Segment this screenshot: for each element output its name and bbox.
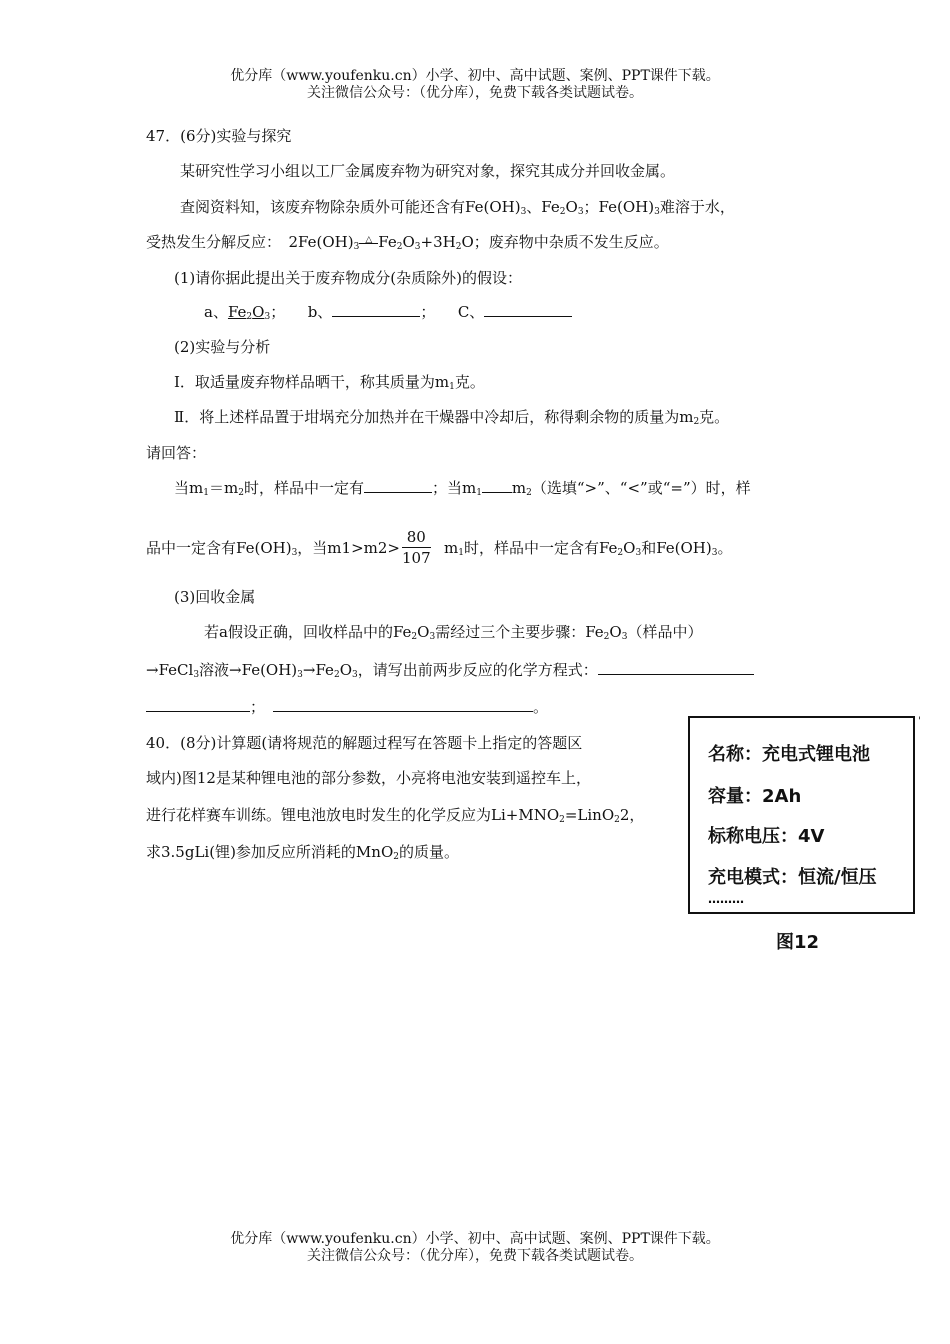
q47-condition-line2: 品中一定含有$Fe(OH)_3$，当$m1>m2> m_1$时，样品中一定含有$Fe_2O_3$和$Fe(OH)_3$。 — [146, 539, 733, 558]
spec-ellipsis: ……… — [708, 892, 744, 906]
q47-part3: (3)回收金属 — [174, 588, 256, 606]
header-line-1: 优分库（www.youfenku.cn）小学、初中、高中试题、案例、PPT课件下载。 — [230, 68, 720, 84]
q47-equations: ； 。 — [146, 697, 548, 717]
fraction-80-over-107 — [402, 528, 431, 567]
page-header — [0, 68, 950, 102]
q40-line1: 40．(8分)计算题(请将规范的解题过程写在答题卡上指定的答题区 — [146, 734, 583, 752]
q47-chain: →FeCl$_3$溶液$\to Fe(OH)_3\to Fe_2O_3$，请写出前两步反应的化学方程式： — [146, 660, 754, 680]
header-line-2: 关注微信公众号：（优分库），免费下载各类试题试卷。 — [307, 85, 643, 101]
hypothesis-b-blank[interactable] — [332, 302, 420, 317]
spec-name: 名称：充电式锂电池 — [708, 744, 870, 765]
spec-capacity: 容量：2Ah — [708, 786, 802, 807]
battery-spec-figure — [688, 716, 915, 914]
q47-step1: Ⅰ．取适量废弃物样品晒干，称其质量为$m_1$克。 — [174, 373, 485, 392]
hypothesis-c-blank[interactable] — [484, 302, 572, 317]
q47-part2: (2)实验与分析 — [174, 338, 271, 356]
corner-mark: ' — [918, 716, 921, 727]
q47-title: 47．(6分)实验与探究 — [146, 127, 292, 145]
equation-1-blank[interactable] — [598, 660, 754, 675]
q47-step2: Ⅱ．将上述样品置于坩埚充分加热并在干燥器中冷却后，称得剩余物的质量为$m_2$克。 — [174, 408, 730, 427]
q40-line3: 进行花样赛车训练。锂电池放电时发生的化学反应为$Li+MNO_2=LinO_22$， — [146, 806, 645, 825]
q47-condition-line1: 当$m_1=m_2$时，样品中一定有 ；当$m_1$ $m_2$（选填“>”、“<”或“=”）时，样 — [174, 479, 751, 498]
q40-line2: 域内)图12是某种锂电池的部分参数，小亮将电池安装到遥控车上， — [146, 769, 591, 787]
footer-line-1: 优分库（www.youfenku.cn）小学、初中、高中试题、案例、PPT课件下载。 — [230, 1231, 720, 1247]
spec-charge-mode: 充电模式：恒流/恒压 — [708, 867, 877, 888]
fraction-denominator: 107 — [402, 549, 431, 567]
figure-caption: 图12 — [776, 932, 820, 953]
spec-voltage: 标称电压：4V — [708, 826, 825, 847]
comparison-blank[interactable] — [482, 478, 512, 493]
equation-1-blank-cont[interactable] — [146, 697, 250, 712]
page-footer — [0, 1231, 950, 1265]
q40-line4: 求3.5gLi(锂)参加反应所消耗的MnO$_2$的质量。 — [146, 843, 459, 862]
q47-info: 查阅资料知，该废弃物除杂质外可能还含有$Fe(OH)_3$、$Fe_2O_3$；$Fe(OH)_3$难溶于水， — [180, 198, 735, 217]
definite-content-blank[interactable] — [364, 478, 432, 493]
q47-recovery: 若a假设正确，回收样品中的$Fe_2O_3$需经过三个主要步骤：$Fe_2O_3$（样品中） — [204, 623, 703, 642]
q47-answer-prompt: 请回答： — [146, 444, 207, 462]
heat-condition-sign: △ — [359, 232, 378, 255]
q47-reaction: 受热发生分解反应： $2Fe(OH)_3^\triangle$ $Fe_2O_3+3H_2O$；废弃物中杂质不发生反应。 — [146, 232, 669, 255]
q47-intro: 某研究性学习小组以工厂金属废弃物为研究对象，探究其成分并回收金属。 — [180, 162, 676, 180]
hypothesis-a-answer: $Fe_2O_3$ — [227, 303, 271, 322]
q47-part1: (1)请你据此提出关于废弃物成分(杂质除外)的假设： — [174, 269, 522, 287]
q47-hypotheses: a、$Fe_2O_3$； b、 ； C、 — [204, 302, 572, 322]
fraction-numerator: 80 — [406, 528, 426, 546]
equation-2-blank[interactable] — [273, 697, 533, 712]
footer-line-2: 关注微信公众号：（优分库），免费下载各类试题试卷。 — [307, 1248, 643, 1264]
